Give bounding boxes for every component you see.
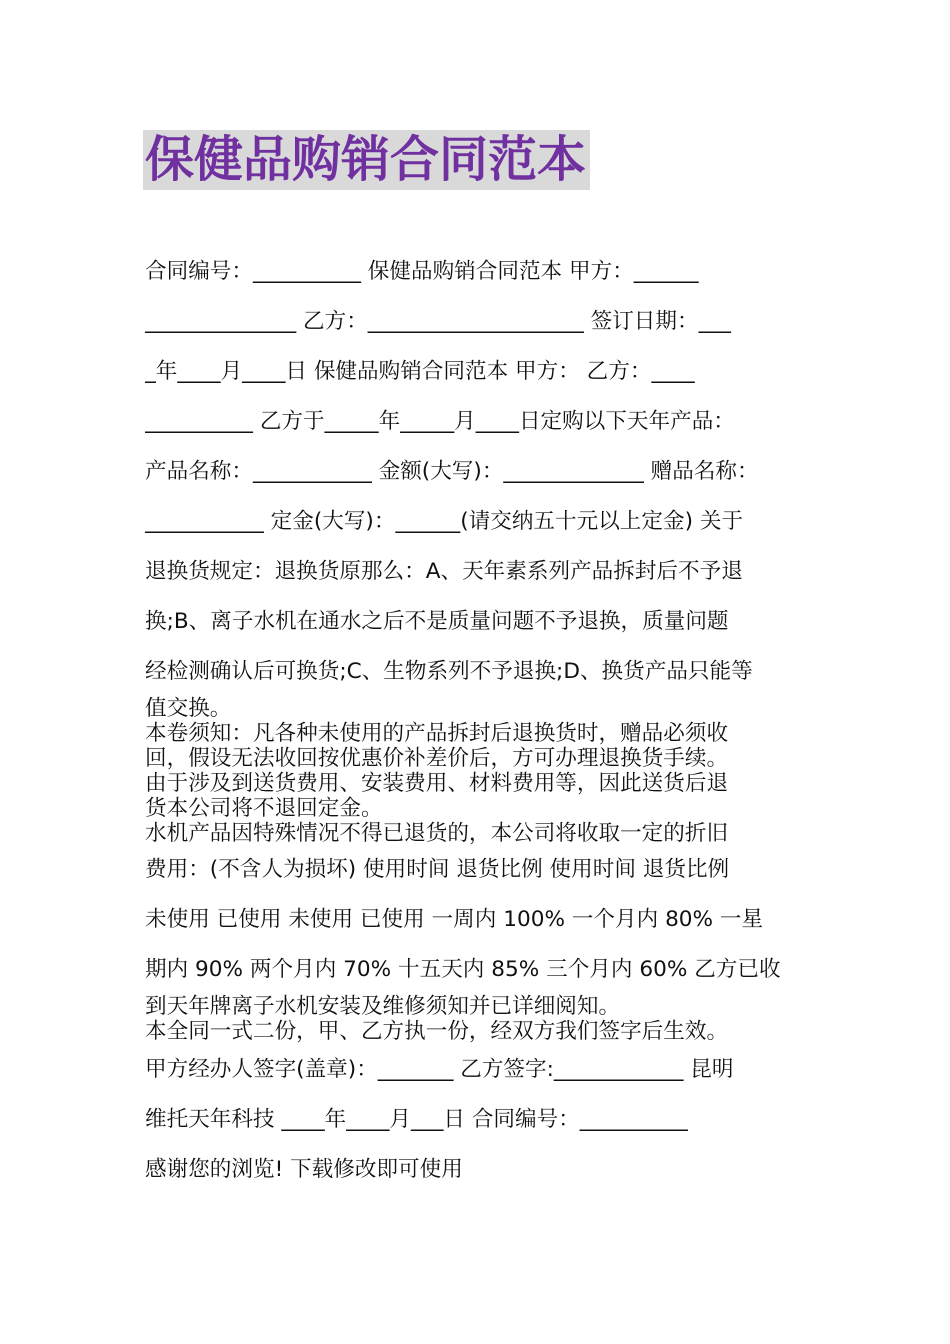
body-line: 产品名称：___________ 金额(大写)：_____________ 赠品名称： [145, 459, 759, 484]
body-line: 水机产品因特殊情况不得已退货的，本公司将收取一定的折旧 [145, 821, 729, 846]
body-line: 值交换。 [145, 696, 232, 721]
body-line: 回，假设无法收回按优惠价补差价后，方可办理退换货手续。 [145, 746, 729, 771]
body-line: 经检测确认后可换货;C、生物系列不予退换;D、换货产品只能等 [145, 659, 753, 684]
body-line: 货本公司将不退回定金。 [145, 796, 383, 821]
document-title: 保健品购销合同范本 [143, 130, 590, 190]
body-line: 未使用 已使用 未使用 已使用 一周内 100% 一个月内 80% 一星 [145, 907, 764, 932]
body-line: 退换货规定：退换货原那么：A、天年素系列产品拆封后不予退 [145, 559, 743, 584]
body-line: 换;B、离子水机在通水之后不是质量问题不予退换，质量问题 [145, 609, 729, 634]
body-line: 本全同一式二份，甲、乙方执一份，经双方我们签字后生效。 [145, 1019, 729, 1044]
body-line: 由于涉及到送货费用、安装费用、材料费用等，因此送货后退 [145, 771, 729, 796]
body-line: 甲方经办人签字(盖章)：_______ 乙方签字:____________ 昆明 [145, 1057, 734, 1082]
body-line: 感谢您的浏览! 下载修改即可使用 [145, 1157, 463, 1182]
body-line: 期内 90% 两个月内 70% 十五天内 85% 三个月内 60% 乙方已收 [145, 957, 781, 982]
body-line: ______________ 乙方：____________________ 签订日期：___ [145, 309, 731, 334]
body-line: ___________ 定金(大写)：______(请交纳五十元以上定金) 关于 [145, 509, 744, 534]
body-line: 费用：(不含人为损坏) 使用时间 退货比例 使用时间 退货比例 [145, 857, 730, 882]
body-line: 本卷须知：凡各种未使用的产品拆封后退换货时，赠品必须收 [145, 721, 729, 746]
body-line: __________ 乙方于_____年_____月____日定购以下天年产品： [145, 409, 735, 434]
body-line: 维托天年科技 ____年____月___日 合同编号：__________ [145, 1107, 688, 1132]
body-line: _年____月____日 保健品购销合同范本 甲方： 乙方：____ [145, 359, 695, 384]
body-line: 合同编号：__________ 保健品购销合同范本 甲方：______ [145, 259, 699, 284]
body-line: 到天年牌离子水机安装及维修须知并已详细阅知。 [145, 994, 621, 1019]
